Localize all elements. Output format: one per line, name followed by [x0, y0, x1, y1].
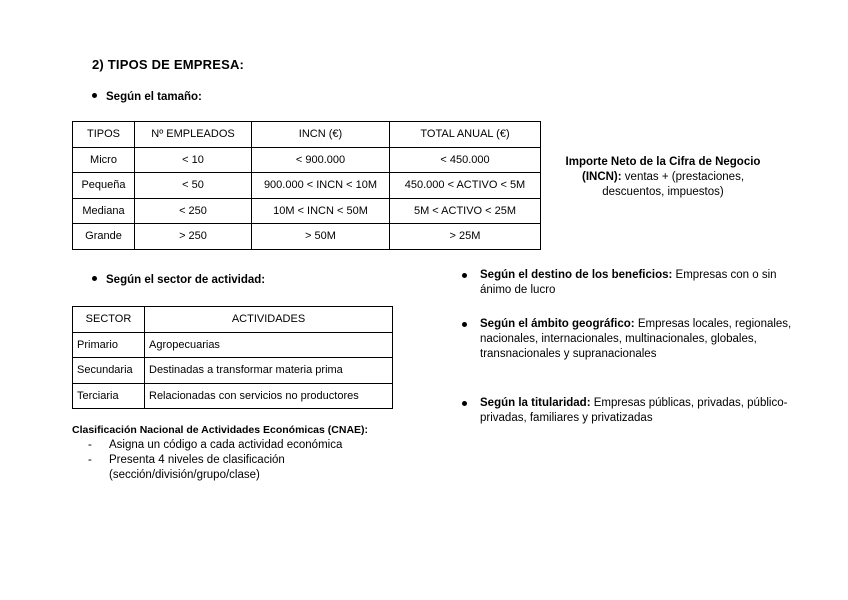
incn-note-definition: ventas + (prestaciones, descuentos, impuestos)	[602, 171, 745, 198]
bullet-icon	[462, 401, 467, 406]
table-cell: < 450.000	[390, 147, 541, 173]
bullet-item-beneficios	[462, 268, 795, 298]
table-row	[73, 198, 541, 224]
table-cell: < 900.000	[252, 147, 390, 173]
bullet-item-title: Según la titularidad:	[480, 397, 591, 409]
list-item-text: Presenta 4 niveles de clasificación (sección/división/grupo/clase)	[109, 454, 285, 481]
table-header-cell: TOTAL ANUAL (€)	[390, 122, 541, 148]
table-row	[73, 358, 393, 384]
sector-table	[72, 306, 393, 409]
table-cell: 450.000 < ACTIVO < 5M	[390, 173, 541, 199]
bullet-icon	[92, 276, 97, 281]
bullet-item-text: Empresas con o sin ánimo de lucro	[480, 269, 777, 296]
table-row	[73, 383, 393, 409]
list-item	[88, 438, 342, 453]
incn-note	[553, 155, 773, 200]
bullet-item-titularidad	[462, 396, 795, 426]
table-cell: < 10	[135, 147, 252, 173]
cnae-heading: Clasificación Nacional de Actividades Económicas (CNAE):	[72, 424, 369, 436]
table-cell: > 25M	[390, 224, 541, 250]
size-heading	[92, 91, 202, 103]
table-cell: Destinadas a transformar materia prima	[145, 358, 393, 384]
table-header-cell: SECTOR	[73, 307, 145, 333]
sector-heading	[92, 274, 265, 286]
section-title: 2) TIPOS DE EMPRESA:	[92, 57, 245, 72]
table-cell: Terciaria	[73, 383, 145, 409]
size-table	[72, 121, 541, 250]
table-row	[73, 173, 541, 199]
table-cell: Mediana	[73, 198, 135, 224]
table-header-cell: INCN (€)	[252, 122, 390, 148]
table-cell: Secundaria	[73, 358, 145, 384]
bullet-item-title: Según el destino de los beneficios:	[480, 269, 673, 281]
size-heading-text: Según el tamaño:	[106, 91, 202, 103]
table-cell: > 50M	[252, 224, 390, 250]
table-cell: 5M < ACTIVO < 25M	[390, 198, 541, 224]
list-item	[88, 453, 339, 483]
cnae-list	[88, 438, 342, 483]
table-cell: Primario	[73, 332, 145, 358]
dash-marker: -	[88, 439, 92, 451]
list-item-text: Asigna un código a cada actividad económica	[109, 439, 343, 451]
incn-note-term: Importe Neto de la Cifra de Negocio (INCN):	[565, 156, 761, 183]
table-header-cell: TIPOS	[73, 122, 135, 148]
table-cell: < 250	[135, 198, 252, 224]
table-cell: > 250	[135, 224, 252, 250]
table-header-row	[73, 307, 393, 333]
table-cell: Relacionadas con servicios no productores	[145, 383, 393, 409]
table-header-cell: Nº EMPLEADOS	[135, 122, 252, 148]
dash-marker: -	[88, 454, 92, 466]
table-cell: Pequeña	[73, 173, 135, 199]
sector-heading-text: Según el sector de actividad:	[106, 274, 266, 286]
table-row	[73, 224, 541, 250]
table-cell: 900.000 < INCN < 10M	[252, 173, 390, 199]
bullet-item-title: Según el ámbito geográfico:	[480, 318, 635, 330]
bullet-icon	[462, 322, 467, 327]
bullet-item-text: Empresas locales, regionales, nacionales, internacionales, multinacionales, globales, transnacionales y supranacionales	[480, 318, 792, 360]
table-cell: Grande	[73, 224, 135, 250]
table-row	[73, 332, 393, 358]
bullet-item-text: Empresas públicas, privadas, público-privadas, familiares y privatizadas	[480, 397, 788, 424]
bullet-icon	[462, 273, 467, 278]
table-row	[73, 147, 541, 173]
table-header-cell: ACTIVIDADES	[145, 307, 393, 333]
bullet-item-ambito	[462, 317, 795, 362]
table-cell: < 50	[135, 173, 252, 199]
table-cell: 10M < INCN < 50M	[252, 198, 390, 224]
table-cell: Micro	[73, 147, 135, 173]
table-header-row	[73, 122, 541, 148]
table-cell: Agropecuarias	[145, 332, 393, 358]
bullet-icon	[92, 93, 97, 98]
